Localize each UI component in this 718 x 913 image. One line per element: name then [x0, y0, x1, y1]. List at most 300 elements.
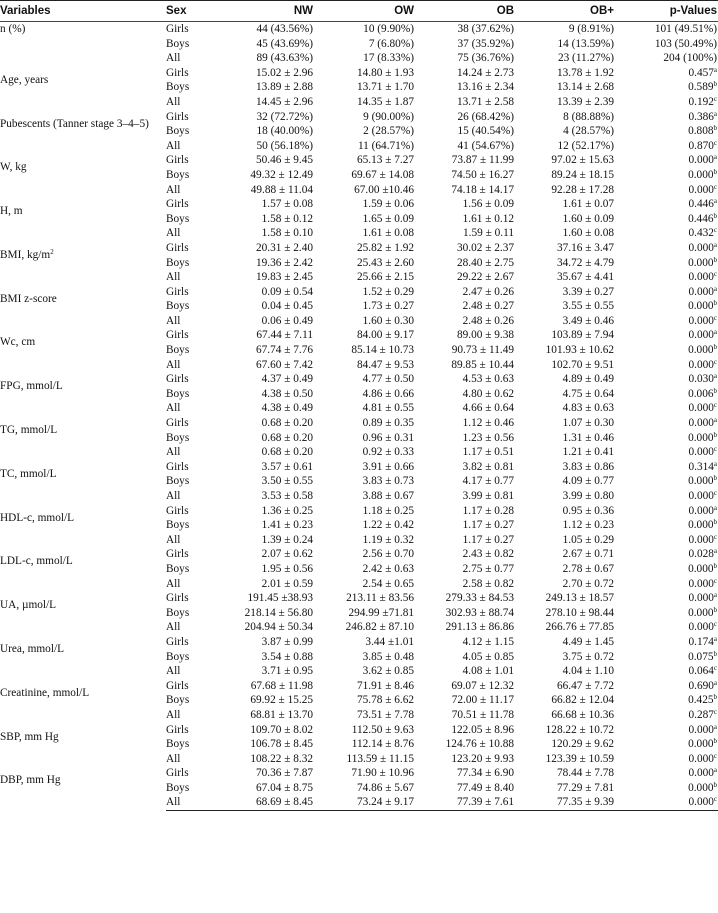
nw-cell-text: 106.78 ± 8.45	[250, 738, 313, 751]
p-value-cell-text: 0.064	[688, 665, 714, 678]
table-row	[0, 504, 718, 519]
ob-cell	[415, 124, 515, 139]
ob-cell	[415, 620, 515, 635]
sex-cell-text: Girls	[166, 635, 189, 648]
sex-cell-text: Boys	[166, 694, 190, 707]
sex-cell-text: Girls	[166, 767, 189, 780]
ob-plus-cell	[515, 314, 615, 329]
ob-plus-cell-text: 4.04 ± 1.10	[562, 665, 614, 678]
p-value-superscript: a	[713, 240, 717, 249]
ob-cell-text: 2.43 ± 0.82	[462, 548, 514, 561]
variable-label	[0, 241, 166, 285]
p-value-superscript: c	[713, 138, 717, 147]
ow-cell	[314, 168, 415, 183]
p-value-superscript: b	[713, 124, 717, 133]
table-row	[0, 416, 718, 431]
table-body	[0, 22, 718, 811]
p-value-cell-text: 0.000	[688, 285, 714, 298]
sex-cell-text: All	[166, 577, 181, 590]
ow-cell-text: 0.96 ± 0.31	[362, 431, 414, 444]
sex-cell	[166, 212, 216, 227]
header-ow: OW	[314, 1, 415, 22]
ob-plus-cell-text: 3.75 ± 0.72	[562, 650, 614, 663]
ow-cell	[314, 474, 415, 489]
sex-cell	[166, 489, 216, 504]
ob-cell	[415, 518, 515, 533]
variable-label-text: Urea, mmol/L	[0, 642, 64, 655]
nw-cell-text: 2.07 ± 0.62	[261, 548, 313, 561]
ob-plus-cell-text: 123.39 ± 10.59	[545, 752, 614, 765]
ob-cell-text: 291.13 ± 86.86	[445, 621, 514, 634]
p-value-cell-text: 0.000	[688, 358, 714, 371]
ob-plus-cell-text: 3.99 ± 0.80	[562, 490, 614, 502]
p-value-superscript: b	[713, 430, 717, 439]
ob-cell	[415, 328, 515, 343]
ow-cell-text: 13.71 ± 1.70	[356, 81, 414, 94]
p-value-cell	[615, 781, 718, 796]
ob-plus-cell-text: 4.49 ± 1.45	[562, 635, 614, 648]
sex-cell	[166, 781, 216, 796]
sex-cell-text: Boys	[166, 256, 190, 269]
p-value-cell	[615, 445, 718, 460]
p-value-cell-text: 0.000	[688, 417, 714, 430]
ob-cell-text: 1.17 ± 0.27	[462, 519, 514, 532]
ob-plus-cell-text: 103.89 ± 7.94	[551, 329, 614, 342]
sex-cell	[166, 387, 216, 402]
nw-cell	[216, 723, 314, 738]
ow-cell	[314, 256, 415, 271]
variable-label	[0, 635, 166, 679]
ob-plus-cell-text: 1.21 ± 0.41	[562, 446, 614, 459]
ob-cell	[415, 153, 515, 168]
ob-cell	[415, 635, 515, 650]
table-row	[0, 591, 718, 606]
ob-cell-text: 37 (35.92%)	[457, 37, 514, 50]
ob-cell	[415, 781, 515, 796]
variable-label-text: FPG, mmol/L	[0, 380, 63, 393]
ob-cell-text: 75 (36.76%)	[457, 52, 514, 65]
nw-cell	[216, 168, 314, 183]
nw-cell	[216, 37, 314, 52]
ob-cell	[415, 708, 515, 723]
ow-cell	[314, 577, 415, 592]
ob-cell-text: 4.08 ± 1.01	[462, 665, 514, 678]
ob-cell-text: 2.48 ± 0.27	[462, 300, 514, 313]
variable-label-text: HDL-c, mmol/L	[0, 511, 75, 524]
sex-cell-text: Boys	[166, 562, 190, 575]
ob-cell	[415, 504, 515, 519]
p-value-cell	[615, 197, 718, 212]
sex-cell	[166, 474, 216, 489]
sex-cell-text: Boys	[166, 300, 190, 313]
variable-label	[0, 372, 166, 416]
sex-cell	[166, 95, 216, 110]
p-value-cell	[615, 226, 718, 241]
nw-cell-text: 67.44 ± 7.11	[256, 329, 313, 342]
ow-cell-text: 10 (9.90%)	[363, 23, 414, 35]
p-value-superscript: b	[713, 167, 717, 176]
ob-plus-cell-text: 128.22 ± 10.72	[545, 723, 614, 736]
p-value-cell-text: 0.000	[688, 752, 714, 765]
ob-cell-text: 4.05 ± 0.85	[462, 650, 514, 663]
p-value-cell	[615, 22, 718, 37]
nw-cell	[216, 606, 314, 621]
ow-cell-text: 9 (90.00%)	[363, 110, 414, 123]
p-value-cell	[615, 372, 718, 387]
ob-plus-cell	[515, 37, 615, 52]
sex-cell-text: All	[166, 533, 181, 546]
ob-cell	[415, 737, 515, 752]
ob-cell	[415, 168, 515, 183]
sex-cell	[166, 650, 216, 665]
ob-cell-text: 26 (68.42%)	[457, 110, 514, 123]
ob-plus-cell	[515, 95, 615, 110]
nw-cell-text: 49.88 ± 11.04	[250, 183, 313, 196]
ob-cell-text: 28.40 ± 2.75	[456, 256, 514, 269]
ob-plus-cell-text: 1.60 ± 0.09	[562, 212, 614, 225]
header-p-values: p-Values	[615, 1, 718, 22]
header-ob-plus: OB+	[515, 1, 615, 22]
ow-cell	[314, 664, 415, 679]
p-value-superscript: b	[713, 80, 717, 89]
header-ob: OB	[415, 1, 515, 22]
ob-plus-cell	[515, 401, 615, 416]
ow-cell	[314, 314, 415, 329]
ow-cell-text: 1.59 ± 0.06	[362, 198, 414, 211]
ob-plus-cell	[515, 606, 615, 621]
ow-cell-text: 1.19 ± 0.32	[362, 533, 414, 546]
p-value-cell	[615, 51, 718, 66]
ob-plus-cell	[515, 343, 615, 358]
nw-cell	[216, 22, 314, 37]
p-value-cell	[615, 606, 718, 621]
nw-cell	[216, 781, 314, 796]
ob-cell	[415, 445, 515, 460]
ow-cell-text: 1.65 ± 0.09	[362, 212, 414, 225]
ow-cell	[314, 416, 415, 431]
ob-cell	[415, 212, 515, 227]
nw-cell-text: 19.83 ± 2.45	[255, 271, 313, 284]
ow-cell-text: 0.89 ± 0.35	[362, 417, 414, 430]
table-row	[0, 547, 718, 562]
p-value-superscript: a	[713, 678, 717, 687]
variable-label-text: TG, mmol/L	[0, 424, 58, 437]
p-value-superscript: c	[713, 182, 717, 191]
ow-cell-text: 17 (8.33%)	[363, 52, 414, 65]
sex-cell-text: Boys	[166, 650, 190, 663]
sex-cell-text: Boys	[166, 387, 190, 400]
nw-cell	[216, 504, 314, 519]
nw-cell-text: 3.71 ± 0.95	[261, 665, 313, 678]
p-value-cell	[615, 285, 718, 300]
variable-label	[0, 766, 166, 810]
p-value-cell-text: 0.000	[688, 781, 714, 794]
p-value-cell-text: 0.000	[688, 767, 714, 780]
nw-cell	[216, 460, 314, 475]
sex-cell	[166, 358, 216, 373]
p-value-cell	[615, 416, 718, 431]
variable-label	[0, 591, 166, 635]
p-value-cell-text: 0.000	[688, 796, 714, 809]
ow-cell-text: 2.56 ± 0.70	[362, 548, 414, 561]
ob-plus-cell-text: 66.82 ± 12.04	[551, 694, 614, 707]
ob-plus-cell-text: 9 (8.91%)	[568, 23, 614, 35]
sex-cell-text: Boys	[166, 431, 190, 444]
p-value-cell-text: 0.000	[688, 533, 714, 546]
nw-cell	[216, 752, 314, 767]
nw-cell	[216, 153, 314, 168]
ob-plus-cell-text: 4.83 ± 0.63	[562, 402, 614, 415]
p-value-superscript: c	[713, 620, 717, 629]
ob-plus-cell-text: 77.29 ± 7.81	[556, 781, 614, 794]
p-value-superscript: a	[713, 328, 717, 337]
nw-cell-text: 1.39 ± 0.24	[261, 533, 313, 546]
ob-cell	[415, 460, 515, 475]
p-value-superscript: c	[713, 270, 717, 279]
ob-plus-cell-text: 249.13 ± 18.57	[545, 592, 614, 605]
variable-label	[0, 460, 166, 504]
sex-cell	[166, 197, 216, 212]
table-header	[0, 1, 718, 22]
p-value-cell-text: 0.000	[688, 446, 714, 459]
ow-cell	[314, 795, 415, 810]
ow-cell-text: 2 (28.57%)	[363, 125, 414, 138]
ow-cell-text: 1.73 ± 0.27	[362, 300, 414, 313]
nw-cell-text: 13.89 ± 2.88	[255, 81, 313, 94]
nw-cell	[216, 51, 314, 66]
nw-cell-text: 1.58 ± 0.12	[261, 212, 313, 225]
p-value-superscript: b	[713, 255, 717, 264]
ob-plus-cell-text: 1.05 ± 0.29	[562, 533, 614, 546]
nw-cell	[216, 270, 314, 285]
ob-cell	[415, 693, 515, 708]
ob-cell	[415, 80, 515, 95]
p-value-superscript: c	[713, 94, 717, 103]
ob-plus-cell	[515, 299, 615, 314]
sex-cell-text: Boys	[166, 37, 190, 50]
ow-cell-text: 11 (64.71%)	[357, 139, 414, 152]
nw-cell-text: 3.53 ± 0.58	[261, 490, 313, 502]
p-value-cell	[615, 241, 718, 256]
ob-cell	[415, 256, 515, 271]
sex-cell	[166, 153, 216, 168]
variable-label	[0, 66, 166, 110]
ob-plus-cell	[515, 124, 615, 139]
p-value-superscript: b	[713, 693, 717, 702]
p-value-cell-text: 101 (49.51%)	[654, 23, 717, 35]
nw-cell-text: 1.58 ± 0.10	[261, 227, 313, 240]
ob-cell-text: 123.20 ± 9.93	[451, 752, 514, 765]
ob-cell	[415, 577, 515, 592]
ob-plus-cell-text: 4 (28.57%)	[563, 125, 614, 138]
sex-cell	[166, 80, 216, 95]
ow-cell	[314, 562, 415, 577]
sex-cell-text: Girls	[166, 154, 189, 167]
p-value-superscript: b	[713, 780, 717, 789]
sex-cell-text: Girls	[166, 679, 189, 692]
ob-cell	[415, 606, 515, 621]
ob-plus-cell	[515, 650, 615, 665]
ob-cell	[415, 22, 515, 37]
ob-plus-cell-text: 1.07 ± 0.30	[562, 417, 614, 430]
ow-cell	[314, 460, 415, 475]
p-value-cell	[615, 124, 718, 139]
ob-cell-text: 3.99 ± 0.81	[462, 490, 514, 502]
p-value-cell	[615, 153, 718, 168]
nw-cell	[216, 256, 314, 271]
sex-cell	[166, 547, 216, 562]
nw-cell	[216, 95, 314, 110]
variable-label	[0, 110, 166, 154]
ob-plus-cell	[515, 795, 615, 810]
sex-cell	[166, 766, 216, 781]
sex-cell-text: All	[166, 314, 181, 327]
sex-cell-text: Boys	[166, 344, 190, 357]
ob-cell	[415, 343, 515, 358]
ob-plus-cell-text: 97.02 ± 15.63	[551, 154, 614, 167]
ob-cell-text: 122.05 ± 8.96	[451, 723, 514, 736]
ow-cell	[314, 737, 415, 752]
p-value-cell	[615, 139, 718, 154]
nw-cell	[216, 212, 314, 227]
p-value-cell	[615, 168, 718, 183]
sex-cell-text: All	[166, 95, 181, 108]
p-value-cell-text: 0.000	[688, 738, 714, 751]
p-value-cell	[615, 80, 718, 95]
ob-plus-cell	[515, 723, 615, 738]
ow-cell-text: 84.00 ± 9.17	[356, 329, 414, 342]
p-value-cell-text: 0.000	[688, 490, 714, 502]
ob-plus-cell-text: 12 (52.17%)	[557, 139, 614, 152]
nw-cell	[216, 474, 314, 489]
p-value-superscript: c	[713, 795, 717, 804]
table-row	[0, 197, 718, 212]
p-value-cell	[615, 664, 718, 679]
p-value-superscript: a	[713, 591, 717, 600]
nw-cell-text: 69.92 ± 15.25	[250, 694, 313, 707]
sex-cell-text: All	[166, 665, 181, 678]
nw-cell-text: 68.81 ± 13.70	[250, 708, 313, 721]
p-value-superscript: c	[713, 489, 717, 497]
ow-cell-text: 2.42 ± 0.63	[362, 562, 414, 575]
variable-label-text: BMI z-score	[0, 292, 57, 305]
ob-plus-cell	[515, 110, 615, 125]
ob-cell	[415, 270, 515, 285]
ob-plus-cell	[515, 620, 615, 635]
ob-plus-cell	[515, 416, 615, 431]
table-row	[0, 241, 718, 256]
table-row	[0, 66, 718, 81]
sex-cell-text: Girls	[166, 66, 189, 79]
variable-label-superscript: 2	[50, 247, 54, 256]
p-value-cell-text: 0.000	[688, 431, 714, 444]
ob-plus-cell	[515, 474, 615, 489]
p-value-superscript: b	[713, 649, 717, 658]
p-value-superscript: c	[713, 751, 717, 760]
sex-cell	[166, 110, 216, 125]
ob-cell	[415, 139, 515, 154]
sex-cell-text: Girls	[166, 592, 189, 605]
ob-plus-cell	[515, 328, 615, 343]
nw-cell-text: 67.74 ± 7.76	[255, 344, 313, 357]
p-value-superscript: a	[713, 197, 717, 206]
p-value-cell-text: 0.000	[688, 606, 714, 619]
ob-plus-cell	[515, 153, 615, 168]
variable-label-text: UA, µmol/L	[0, 599, 57, 612]
sex-cell-text: Boys	[166, 168, 190, 181]
ow-cell	[314, 183, 415, 198]
nw-cell-text: 19.36 ± 2.42	[255, 256, 313, 269]
nw-cell-text: 70.36 ± 7.87	[255, 767, 313, 780]
nw-cell	[216, 197, 314, 212]
ob-cell-text: 2.47 ± 0.26	[462, 285, 514, 298]
ob-cell	[415, 679, 515, 694]
variable-label	[0, 547, 166, 591]
p-value-cell-text: 0.000	[688, 168, 714, 181]
nw-cell-text: 18 (40.00%)	[256, 125, 313, 138]
ob-cell-text: 15 (40.54%)	[457, 125, 514, 138]
ob-cell	[415, 431, 515, 446]
ob-cell-text: 4.12 ± 1.15	[462, 635, 514, 648]
ow-cell	[314, 197, 415, 212]
p-value-cell-text: 0.000	[688, 402, 714, 415]
ow-cell	[314, 139, 415, 154]
nw-cell-text: 0.68 ± 0.20	[261, 446, 313, 459]
nw-cell-text: 4.38 ± 0.50	[261, 387, 313, 400]
p-value-cell-text: 0.000	[688, 562, 714, 575]
ow-cell	[314, 153, 415, 168]
ow-cell	[314, 693, 415, 708]
ow-cell-text: 14.35 ± 1.87	[356, 95, 414, 108]
sex-cell	[166, 124, 216, 139]
nw-cell	[216, 66, 314, 81]
ow-cell	[314, 387, 415, 402]
p-value-superscript: c	[713, 664, 717, 673]
p-value-superscript: b	[713, 561, 717, 570]
ob-cell-text: 1.23 ± 0.56	[462, 431, 514, 444]
p-value-cell	[615, 577, 718, 592]
table-row	[0, 285, 718, 300]
ow-cell	[314, 679, 415, 694]
sex-cell-text: All	[166, 621, 181, 634]
p-value-cell	[615, 723, 718, 738]
ow-cell-text: 3.88 ± 0.67	[362, 490, 414, 502]
sex-cell-text: All	[166, 52, 181, 65]
ow-cell	[314, 372, 415, 387]
ob-cell	[415, 401, 515, 416]
ob-plus-cell	[515, 139, 615, 154]
ob-plus-cell-text: 2.78 ± 0.67	[562, 562, 614, 575]
ob-plus-cell	[515, 241, 615, 256]
nw-cell-text: 0.06 ± 0.49	[261, 314, 313, 327]
sex-cell	[166, 431, 216, 446]
sex-cell-text: All	[166, 708, 181, 721]
ow-cell	[314, 723, 415, 738]
ob-plus-cell	[515, 737, 615, 752]
variable-label	[0, 153, 166, 197]
sex-cell	[166, 693, 216, 708]
ob-cell	[415, 372, 515, 387]
p-value-cell	[615, 620, 718, 635]
ob-plus-cell	[515, 708, 615, 723]
variable-label	[0, 416, 166, 460]
table-row	[0, 635, 718, 650]
p-value-cell-text: 0.446	[688, 212, 714, 225]
ow-cell	[314, 22, 415, 37]
nw-cell-text: 32 (72.72%)	[256, 110, 313, 123]
ow-cell	[314, 241, 415, 256]
ob-cell-text: 1.59 ± 0.11	[463, 227, 514, 240]
